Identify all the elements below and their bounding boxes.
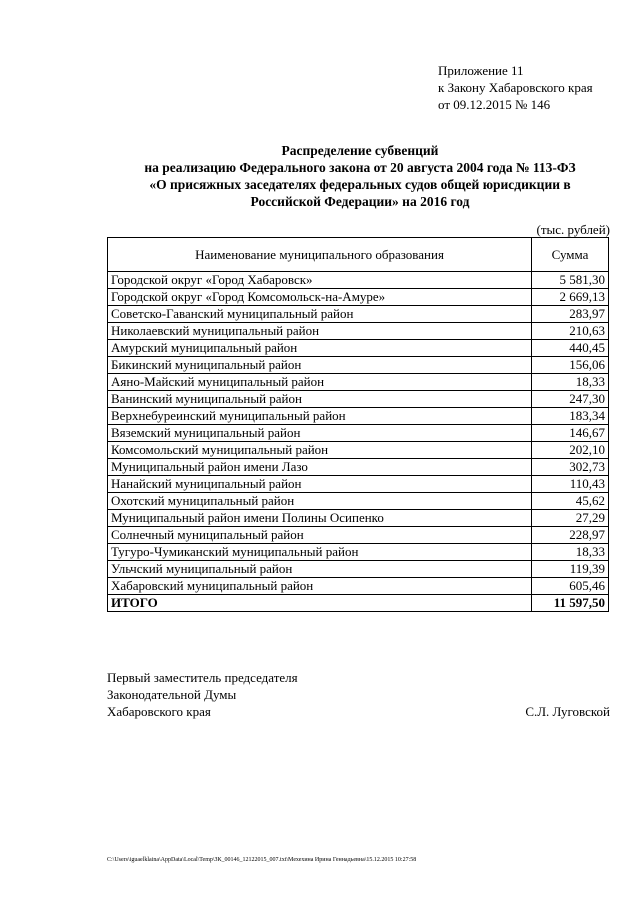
- table-row: [108, 391, 609, 408]
- row-sum: 605,46: [532, 578, 609, 595]
- file-path-footer: C:\Users\iguaelklaina\AppData\Local\Temp\ЗК_00146_12122015_007.txt\Мехехина Ирина Геннадьевна\15.12.2015 10:27:58: [107, 857, 417, 863]
- table-row: [108, 374, 609, 391]
- row-name: Охотский муниципальный район: [108, 493, 532, 510]
- table-row: [108, 578, 609, 595]
- table-row: [108, 289, 609, 306]
- subsidy-table: [107, 237, 609, 612]
- row-sum: 18,33: [532, 544, 609, 561]
- row-name: Городской округ «Город Хабаровск»: [108, 272, 532, 289]
- row-name: Аяно-Майский муниципальный район: [108, 374, 532, 391]
- title-line-3: «О присяжных заседателях федеральных судов общей юрисдикции в: [149, 177, 571, 192]
- row-name: Солнечный муниципальный район: [108, 527, 532, 544]
- title-line-2: на реализацию Федерального закона от 20 августа 2004 года № 113-ФЗ: [144, 160, 576, 175]
- row-name: Нанайский муниципальный район: [108, 476, 532, 493]
- signature-block: [107, 669, 298, 720]
- table-row: [108, 544, 609, 561]
- header-sum: Сумма: [532, 238, 609, 272]
- appendix-line-1: Приложение 11: [438, 63, 524, 78]
- row-sum: 45,62: [532, 493, 609, 510]
- row-name: Муниципальный район имени Полины Осипенко: [108, 510, 532, 527]
- appendix-block: [438, 62, 593, 113]
- row-sum: 210,63: [532, 323, 609, 340]
- table-row: [108, 510, 609, 527]
- row-sum: 18,33: [532, 374, 609, 391]
- title-line-1: Распределение субвенций: [281, 143, 439, 158]
- table-row: [108, 357, 609, 374]
- row-name: Николаевский муниципальный район: [108, 323, 532, 340]
- table-row: [108, 340, 609, 357]
- appendix-line-2: к Закону Хабаровского края: [438, 80, 593, 95]
- row-sum: 2 669,13: [532, 289, 609, 306]
- table-row: [108, 442, 609, 459]
- row-name: Городской округ «Город Комсомольск-на-Амуре»: [108, 289, 532, 306]
- table-row: [108, 459, 609, 476]
- row-name: Амурский муниципальный район: [108, 340, 532, 357]
- row-name: Ульчский муниципальный район: [108, 561, 532, 578]
- table-row: [108, 425, 609, 442]
- total-sum: 11 597,50: [532, 595, 609, 612]
- table-row: [108, 306, 609, 323]
- units-label: (тыс. рублей): [536, 222, 610, 237]
- row-sum: 302,73: [532, 459, 609, 476]
- table-row: [108, 527, 609, 544]
- row-name: Советско-Гаванский муниципальный район: [108, 306, 532, 323]
- row-sum: 119,39: [532, 561, 609, 578]
- row-name: Комсомольский муниципальный район: [108, 442, 532, 459]
- row-sum: 202,10: [532, 442, 609, 459]
- document-title: [100, 142, 620, 210]
- row-sum: 183,34: [532, 408, 609, 425]
- table-row: [108, 476, 609, 493]
- table-header-row: [108, 238, 609, 272]
- title-line-4: Российской Федерации» на 2016 год: [250, 194, 470, 209]
- row-sum: 247,30: [532, 391, 609, 408]
- row-sum: 5 581,30: [532, 272, 609, 289]
- table-total-row: [108, 595, 609, 612]
- appendix-line-3: от 09.12.2015 № 146: [438, 97, 551, 112]
- row-name: Хабаровский муниципальный район: [108, 578, 532, 595]
- signature-line-3: Хабаровского края: [107, 704, 211, 719]
- signer-name: С.Л. Луговской: [525, 704, 610, 719]
- signature-line-1: Первый заместитель председателя: [107, 670, 298, 685]
- row-sum: 156,06: [532, 357, 609, 374]
- row-sum: 440,45: [532, 340, 609, 357]
- row-sum: 283,97: [532, 306, 609, 323]
- row-name: Верхнебуреинский муниципальный район: [108, 408, 532, 425]
- row-sum: 27,29: [532, 510, 609, 527]
- total-label: ИТОГО: [108, 595, 532, 612]
- row-name: Вяземский муниципальный район: [108, 425, 532, 442]
- header-name: Наименование муниципального образования: [108, 238, 532, 272]
- table-row: [108, 493, 609, 510]
- table-row: [108, 272, 609, 289]
- row-name: Тугуро-Чумиканский муниципальный район: [108, 544, 532, 561]
- signature-line-2: Законодательной Думы: [107, 687, 237, 702]
- table-row: [108, 323, 609, 340]
- row-name: Муниципальный район имени Лазо: [108, 459, 532, 476]
- row-sum: 110,43: [532, 476, 609, 493]
- row-name: Ванинский муниципальный район: [108, 391, 532, 408]
- table-row: [108, 561, 609, 578]
- row-sum: 228,97: [532, 527, 609, 544]
- row-name: Бикинский муниципальный район: [108, 357, 532, 374]
- row-sum: 146,67: [532, 425, 609, 442]
- table-row: [108, 408, 609, 425]
